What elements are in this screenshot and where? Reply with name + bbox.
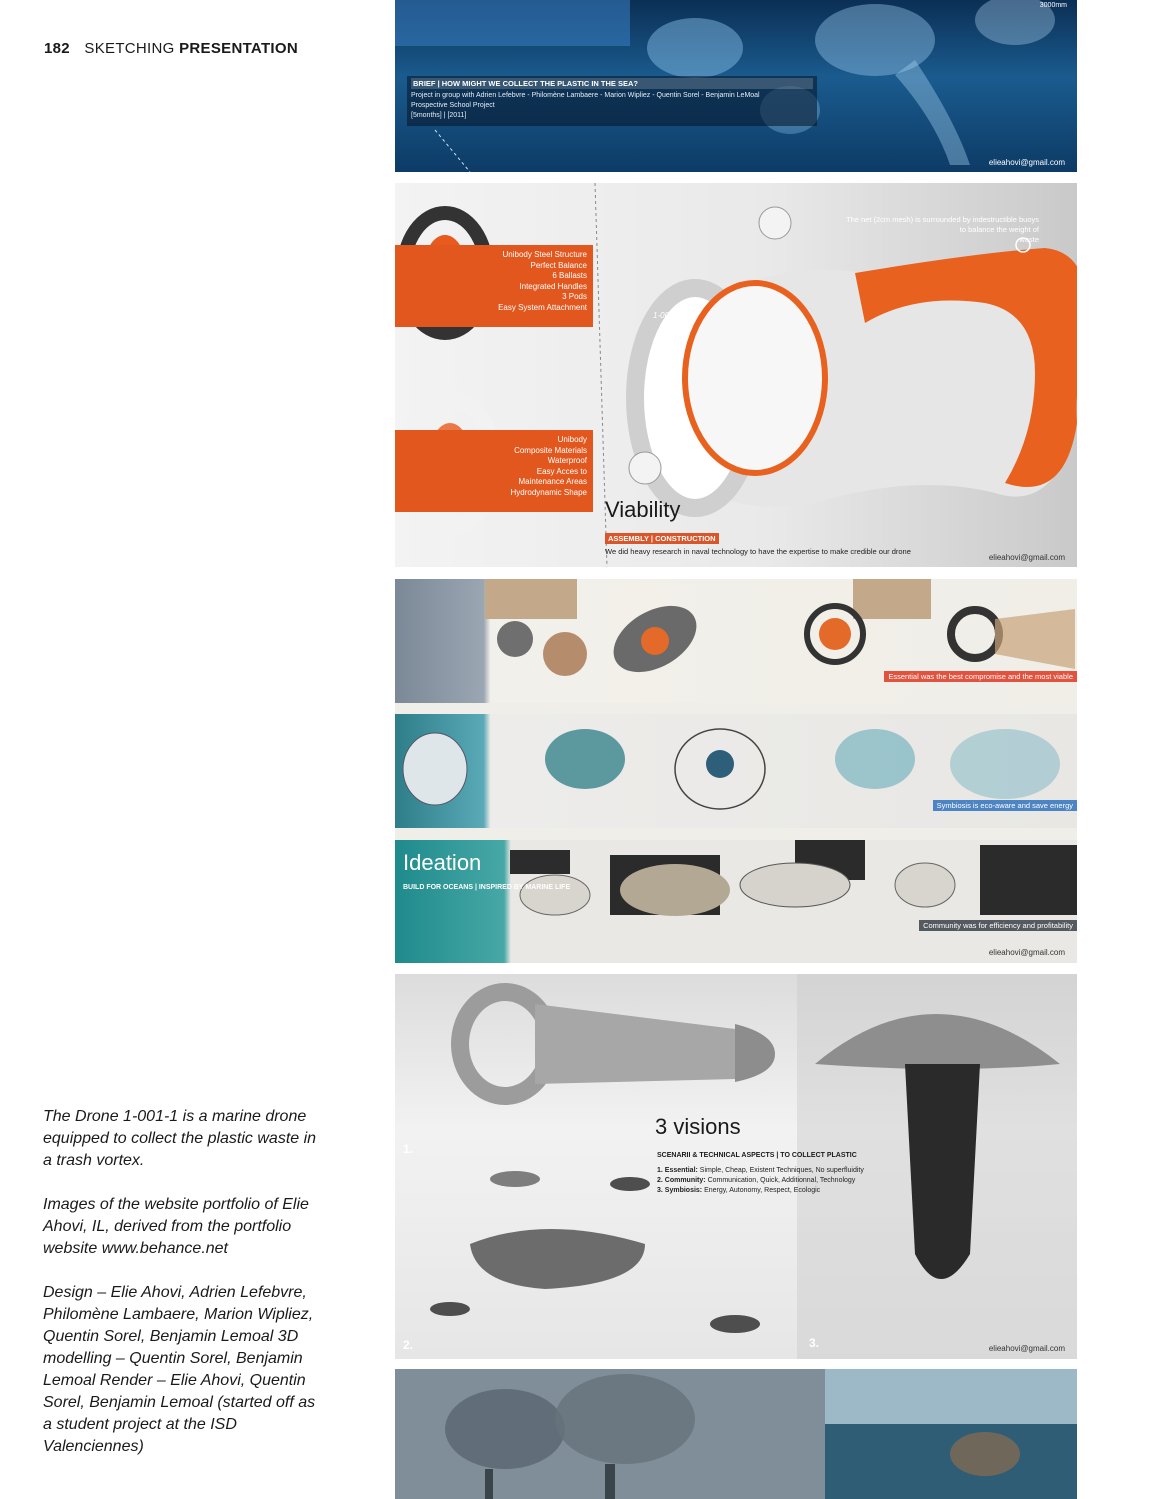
vision-item <box>657 1166 864 1176</box>
vision-item <box>657 1186 864 1196</box>
caption-paragraph-1: The Drone 1-001-1 is a marine drone equipped to collect the plastic waste in a trash vortex. <box>43 1108 317 1169</box>
caption-paragraph-3: Design – Elie Ahovi, Adrien Lefebvre, Philomène Lambaere, Marion Wipliez, Quentin Sorel, Benjamin Lemoal 3D modelling – Quentin Sorel, Benjamin Lemoal Render – Elie Ahovi, Quentin Sorel, Benjamin Lemoal (started off as a student project at the ISD Valenciennes) <box>43 1284 316 1455</box>
visions-subtitle: SCENARII & TECHNICAL ASPECTS | TO COLLECT PLASTIC <box>657 1152 857 1159</box>
brief-line-2: Prospective School Project <box>411 102 495 109</box>
ribbon-symbiosis: Symbiosis is eco-aware and save energy <box>933 800 1077 811</box>
ribbon-community: Community was for efficiency and profitability <box>919 920 1077 931</box>
drone-label: 1-001-1 <box>653 311 681 320</box>
vision-number-1: 1. <box>403 1142 414 1156</box>
ribbon-essential: Essential was the best compromise and the most viable <box>884 671 1077 682</box>
spec-line: Maintenance Areas <box>518 477 587 486</box>
net-note-line: to balance the weight of <box>959 225 1039 234</box>
sketch-illustration <box>395 579 1077 703</box>
page-header <box>44 40 298 57</box>
vision-number-3: 3. <box>809 1336 820 1350</box>
panel-ideation <box>395 579 1077 963</box>
spec-line: Unibody <box>557 435 587 444</box>
brief-line-1: Project in group with Adrien Lefebvre - Philomène Lambaere - Marion Wipliez - Quentin Sorel - Benjamin LeMoal <box>411 92 760 99</box>
panel-brief <box>395 0 1077 172</box>
section-name: SKETCHING <box>84 40 175 57</box>
research-note: We did heavy research in naval technology to have the expertise to make credible our drone <box>605 547 911 556</box>
scale-label: 3000mm <box>1039 2 1067 9</box>
sketch-strip-symbiosis <box>395 714 1077 828</box>
vision-item-label: 2. Community: <box>657 1177 706 1184</box>
spec-line: Unibody Steel Structure <box>502 250 587 259</box>
spec-box-composite <box>395 430 593 512</box>
assembly-subtitle: ASSEMBLY | CONSTRUCTION <box>605 533 719 544</box>
panel-viability <box>395 183 1077 567</box>
spec-box-steel <box>395 245 593 327</box>
caption-paragraph-2: Images of the website portfolio of Elie Ahovi, IL, derived from the portfolio website www.behance.net <box>43 1196 309 1257</box>
ideation-title: Ideation <box>403 850 482 875</box>
brief-title: BRIEF | HOW MIGHT WE COLLECT THE PLASTIC IN THE SEA? <box>411 78 813 89</box>
figure-caption <box>43 1106 323 1480</box>
net-note-line: The net (2cm mesh) is surrounded by indestructible buoys <box>845 215 1039 224</box>
panel-pollution-photos <box>395 1369 1077 1499</box>
sketch-strip-essential <box>395 579 1077 703</box>
email-label: elieahovi@gmail.com <box>988 158 1065 167</box>
vision-item-label: 1. Essential: <box>657 1167 698 1174</box>
spec-line: Integrated Handles <box>519 281 587 291</box>
net-note <box>846 215 1039 245</box>
visions-title: 3 visions <box>655 1114 741 1139</box>
vision-item-text: Energy, Autonomy, Respect, Ecologic <box>702 1187 821 1194</box>
email-label: elieahovi@gmail.com <box>988 1344 1065 1353</box>
pollution-photo-illustration <box>395 1369 1077 1499</box>
viability-title: Viability <box>605 497 681 522</box>
vehicle-sketch-illustration <box>395 840 1077 963</box>
page-number: 182 <box>44 40 70 57</box>
vision-item-label: 3. Symbiosis: <box>657 1187 703 1194</box>
spec-line: 3 Pods <box>562 292 587 301</box>
visions-list <box>657 1166 864 1196</box>
brief-line-3: [5months] | [2011] <box>411 112 467 119</box>
net-note-line: waste <box>1019 235 1039 244</box>
spec-line: Easy Acces to <box>536 466 587 476</box>
spec-line: Easy System Attachment <box>498 302 587 312</box>
spec-line: 6 Ballasts <box>552 271 587 280</box>
section-name-bold: PRESENTATION <box>179 40 298 57</box>
sketch-strip-community <box>395 840 1077 963</box>
section-title <box>84 40 298 57</box>
panel-visions <box>395 974 1077 1359</box>
spec-line: Waterproof <box>547 456 587 465</box>
email-label: elieahovi@gmail.com <box>988 948 1065 957</box>
spec-line: Composite Materials <box>514 445 587 455</box>
vision-item-text: Simple, Cheap, Existent Techniques, No superfluidity <box>697 1167 864 1174</box>
vision-item-text: Communication, Quick, Additionnal, Technology <box>705 1177 856 1184</box>
brief-box <box>407 76 817 126</box>
spec-line: Hydrodynamic Shape <box>510 487 587 497</box>
ideation-subtitle: BUILD FOR OCEANS | INSPIRED BY MARINE LIFE <box>403 884 571 891</box>
spec-line: Perfect Balance <box>530 260 587 270</box>
email-label: elieahovi@gmail.com <box>988 553 1065 562</box>
vision-number-2: 2. <box>403 1338 414 1352</box>
vision-item <box>657 1176 864 1186</box>
